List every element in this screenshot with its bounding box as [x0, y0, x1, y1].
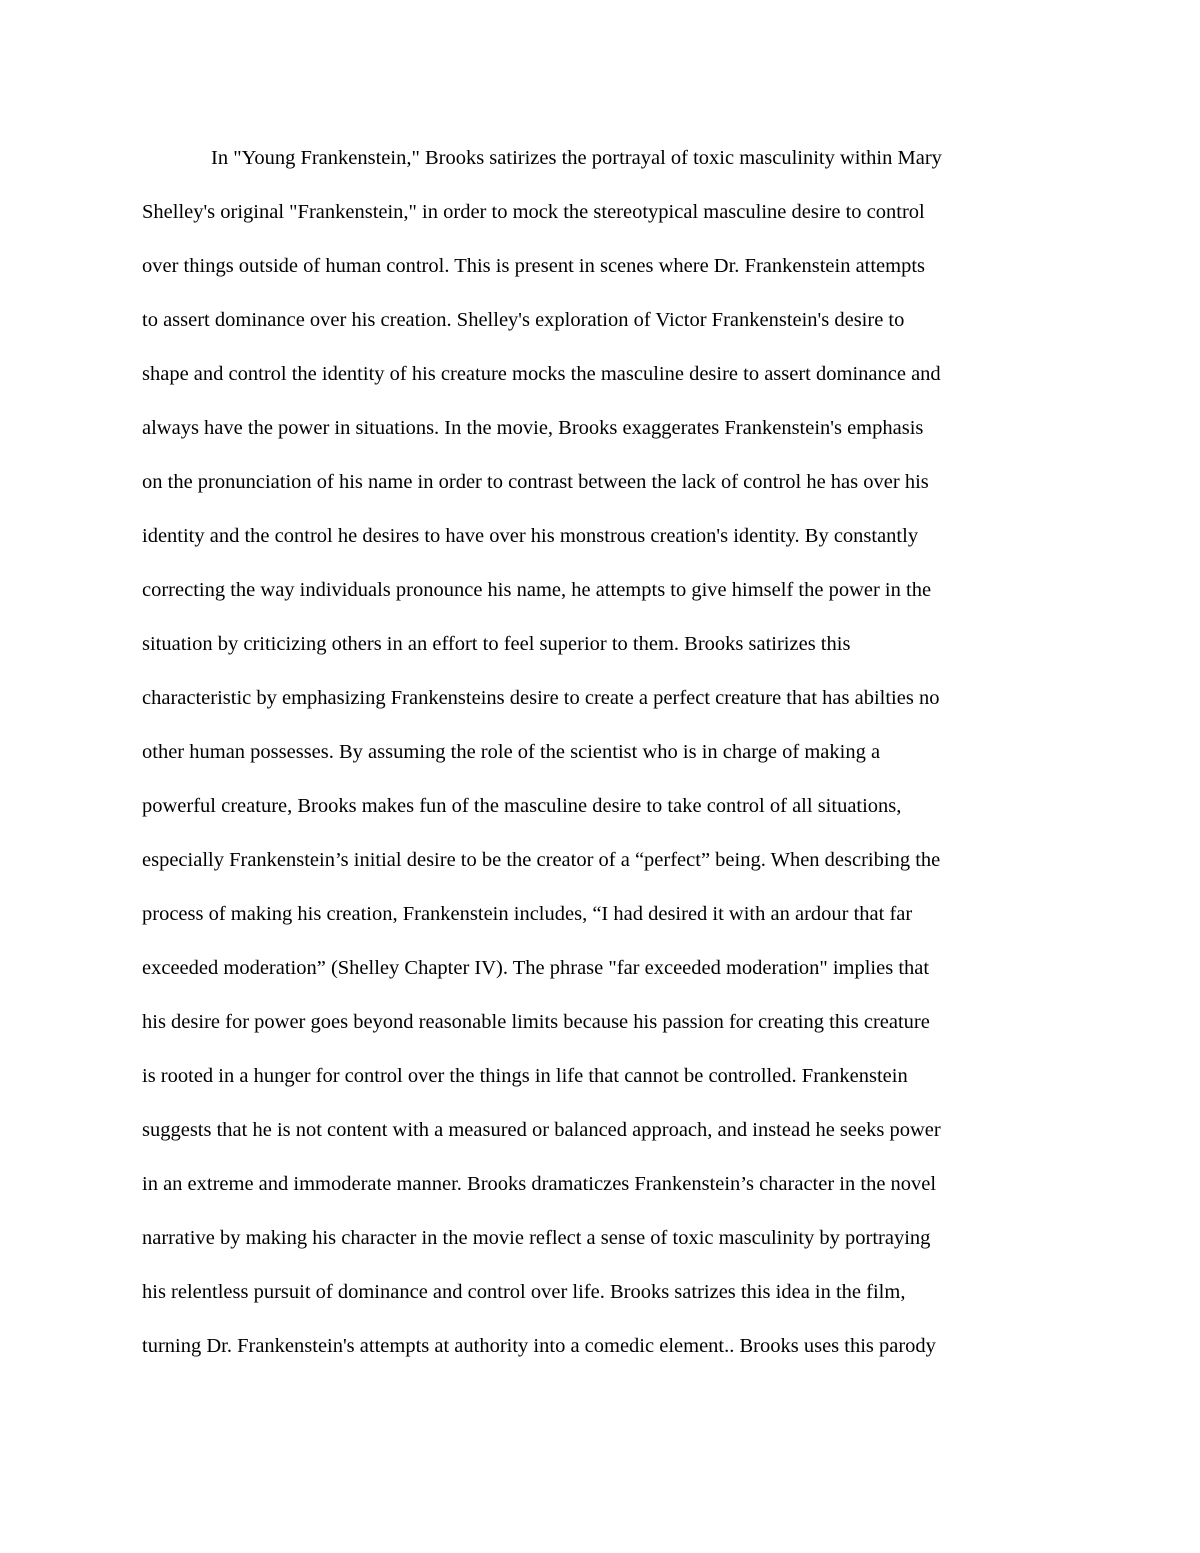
paragraph-line: his desire for power goes beyond reasonable limits because his passion for creating this creature: [142, 1011, 930, 1033]
paragraph-line: characteristic by emphasizing Frankensteins desire to create a perfect creature that has abilties no: [142, 687, 940, 709]
paragraph-line: his relentless pursuit of dominance and control over life. Brooks satrizes this idea in the film,: [142, 1281, 906, 1303]
paragraph-line: on the pronunciation of his name in order to contrast between the lack of control he has over his: [142, 471, 929, 493]
paragraph-line: identity and the control he desires to have over his monstrous creation's identity. By constantly: [142, 525, 919, 547]
paragraph-line: situation by criticizing others in an effort to feel superior to them. Brooks satirizes this: [142, 633, 851, 655]
paragraph-line: exceeded moderation” (Shelley Chapter IV). The phrase "far exceeded moderation" implies that: [142, 957, 930, 979]
paragraph-line: to assert dominance over his creation. Shelley's exploration of Victor Frankenstein's desire to: [142, 309, 905, 331]
paragraph-line: in an extreme and immoderate manner. Brooks dramaticzes Frankenstein’s character in the novel: [142, 1173, 937, 1195]
paragraph-line: over things outside of human control. This is present in scenes where Dr. Frankenstein attempts: [142, 255, 926, 277]
essay-paragraph: [142, 138, 1082, 1380]
paragraph-line: turning Dr. Frankenstein's attempts at authority into a comedic element.. Brooks uses this parody: [142, 1335, 936, 1357]
paragraph-line: process of making his creation, Frankenstein includes, “I had desired it with an ardour that far: [142, 903, 913, 925]
paragraph-line: In "Young Frankenstein," Brooks satirizes the portrayal of toxic masculinity within Mary: [211, 147, 942, 169]
paragraph-line: narrative by making his character in the movie reflect a sense of toxic masculinity by portraying: [142, 1227, 931, 1249]
paragraph-line: shape and control the identity of his creature mocks the masculine desire to assert dominance and: [142, 363, 941, 385]
paragraph-line: always have the power in situations. In the movie, Brooks exaggerates Frankenstein's emphasis: [142, 417, 924, 439]
paragraph-line: other human possesses. By assuming the role of the scientist who is in charge of making a: [142, 741, 881, 763]
paragraph-line: correcting the way individuals pronounce his name, he attempts to give himself the power in the: [142, 579, 932, 601]
paragraph-line: Shelley's original "Frankenstein," in order to mock the stereotypical masculine desire to control: [142, 201, 925, 223]
paragraph-line: suggests that he is not content with a measured or balanced approach, and instead he seeks power: [142, 1119, 941, 1141]
paragraph-line: is rooted in a hunger for control over the things in life that cannot be controlled. Frankenstein: [142, 1065, 908, 1087]
paragraph-line: especially Frankenstein’s initial desire to be the creator of a “perfect” being. When describing the: [142, 849, 941, 871]
paragraph-line: powerful creature, Brooks makes fun of the masculine desire to take control of all situations,: [142, 795, 902, 817]
